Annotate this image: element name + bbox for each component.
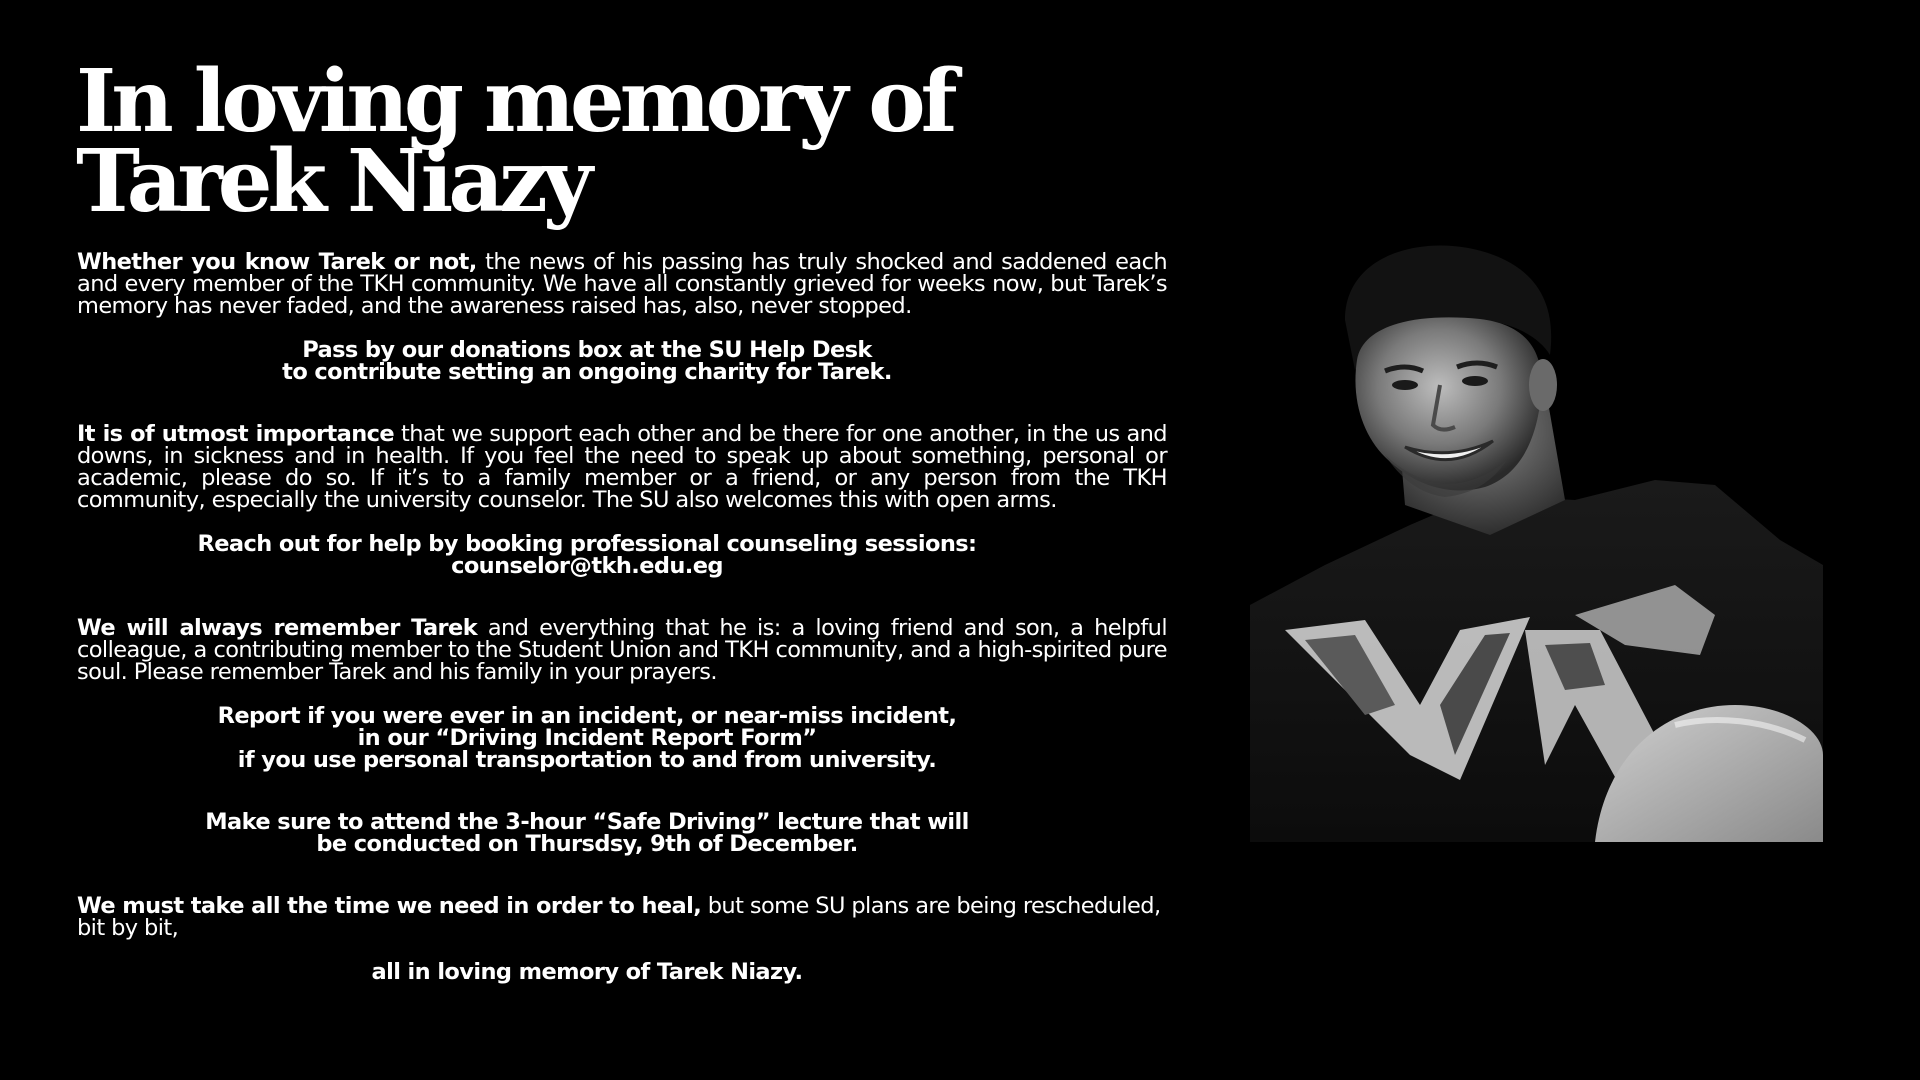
remember-paragraph [77,617,1167,683]
remember-text: and everything that he is: a loving friend and son, a helpful colleague, a contributing member to the Student Union and TKH community, and a high-spirited pure soul. Please remember Tarek and his family in your prayers. [77,615,1167,685]
closing-line: all in loving memory of Tarek Niazy. [371,959,803,985]
counselor-email[interactable]: counselor@tkh.edu.eg [451,553,723,579]
heal-text: but some SU plans are being rescheduled, bit by bit, [77,893,1161,941]
report-line-2: in our “Driving Incident Report Form” [357,725,817,751]
report-line-1: Report if you were ever in an incident, or near-miss incident, [217,703,957,729]
report-notice [77,705,1167,771]
donations-notice [77,339,1167,383]
intro-paragraph [77,251,1167,317]
heal-bold: We must take all the time we need in order to heal, [77,893,702,919]
memorial-text [77,251,1167,983]
counseling-line-1: Reach out for help by booking professional counseling sessions: [197,531,977,557]
heal-paragraph [77,895,1167,939]
intro-text: the news of his passing has truly shocked and saddened each and every member of the TKH community. We have all constantly grieved for weeks now, but Tarek’s memory has never faded, and the awareness raised has, also, never stopped. [77,249,1167,319]
report-line-3: if you use personal transportation to and from university. [237,747,937,773]
lecture-line-2: be conducted on Thursdsy, 9th of December. [316,831,858,857]
intro-bold: Whether you know Tarek or not, [77,249,477,275]
donations-line-2: to contribute setting an ongoing charity for Tarek. [282,359,892,385]
support-text: that we support each other and be there for one another, in the us and downs, in sickness and in health. If you feel the need to speak up about something, personal or academic, please do so. If it’s to a family member or a friend, or any person from the TKH community, especially the university counselor. The SU also welcomes this with open arms. [77,421,1167,513]
support-paragraph [77,423,1167,511]
lecture-notice [77,811,1167,855]
title-line-1: In loving memory of [76,51,953,152]
support-bold: It is of utmost importance [77,421,395,447]
counseling-notice [77,533,1167,577]
remember-bold: We will always remember Tarek [77,615,478,641]
memorial-title [76,51,953,232]
title-line-2: Tarek Niazy [76,131,588,232]
tarek-portrait-photo [1245,235,1825,845]
donations-line-1: Pass by our donations box at the SU Help Desk [302,337,872,363]
lecture-line-1: Make sure to attend the 3-hour “Safe Driving” lecture that will [205,809,969,835]
